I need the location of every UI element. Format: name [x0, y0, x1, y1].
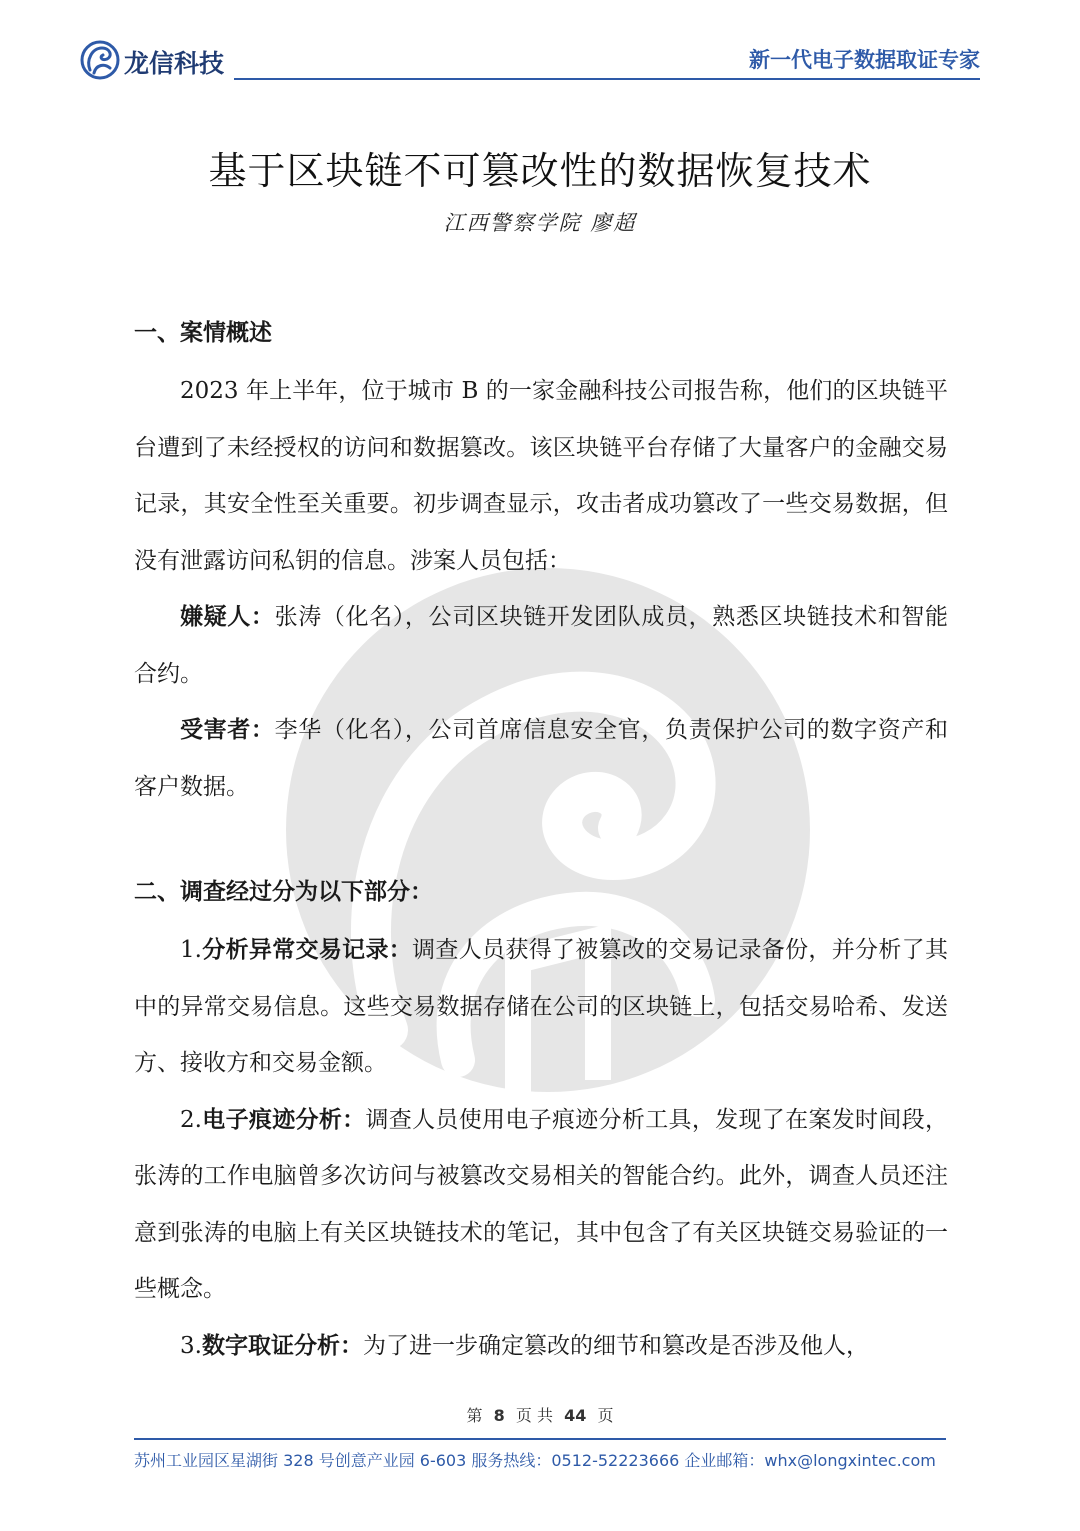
page-header — [80, 38, 980, 82]
header-divider — [234, 78, 980, 80]
paragraph-step-1 — [134, 922, 948, 1092]
page-number — [0, 1403, 1080, 1426]
step-label: 分析异常交易记录： — [201, 937, 413, 963]
paragraph-suspect — [134, 589, 948, 702]
step-number: 1. — [180, 937, 202, 963]
paragraph-text: 张涛（化名），公司区块链开发团队成员，熟悉区块链技术和智能合约。 — [134, 604, 948, 687]
header-slogan: 新一代电子数据取证专家 — [749, 48, 980, 72]
page-suffix: 页 — [597, 1406, 614, 1425]
section-heading-investigation: 二、调查经过分为以下部分： — [134, 879, 433, 905]
paragraph-step-2 — [134, 1092, 948, 1318]
page-current: 8 — [493, 1406, 505, 1425]
page-total: 44 — [564, 1406, 587, 1425]
document-body — [134, 313, 948, 1374]
section-heading-case-overview: 一、案情概述 — [134, 320, 272, 346]
step-label: 电子痕迹分析： — [201, 1106, 366, 1133]
step-number: 2. — [180, 1106, 202, 1133]
step-number: 3. — [180, 1332, 202, 1359]
paragraph-step-3 — [134, 1318, 948, 1375]
paragraph-text: 李华（化名），公司首席信息安全官，负责保护公司的数字资产和客户数据。 — [134, 717, 948, 800]
longxin-logo-icon — [80, 40, 120, 80]
suspect-label: 嫌疑人： — [180, 604, 275, 630]
document-author: 江西警察学院 廖超 — [443, 211, 637, 235]
victim-label: 受害者： — [180, 717, 275, 743]
paragraph-victim — [134, 702, 948, 815]
footer-divider — [134, 1438, 946, 1440]
paragraph-text: 调查人员获得了被篡改的交易记录备份，并分析了其中的异常交易信息。这些交易数据存储在公司的区块链上，包括交易哈希、发送方、接收方和交易金额。 — [134, 937, 949, 1076]
page-prefix: 第 — [466, 1406, 483, 1425]
paragraph-case-summary — [134, 363, 948, 589]
paragraph-text: 调查人员使用电子痕迹分析工具，发现了在案发时间段，张涛的工作电脑曾多次访问与被篡改交易相关的智能合约。此外，调查人员还注意到张涛的电脑上有关区块链技术的笔记，其中包含了有关区块链交易验证的一些概念。 — [134, 1106, 949, 1302]
page-middle: 页 共 — [515, 1406, 553, 1425]
paragraph-text: 2023 年上半年，位于城市 B 的一家金融科技公司报告称，他们的区块链平台遭到了未经授权的访问和数据篡改。该区块链平台存储了大量客户的金融交易记录，其安全性至关重要。初步调查显示，攻击者成功篡改了一些交易数据，但没有泄露访问私钥的信息。涉案人员包括： — [134, 378, 948, 574]
footer-contact: 苏州工业园区星湖街 328 号创意产业园 6-603 服务热线：0512-52223666 企业邮箱：whx@longxintec.com — [134, 1451, 936, 1470]
paragraph-text: 为了进一步确定篡改的细节和篡改是否涉及他人， — [362, 1332, 869, 1359]
document-title: 基于区块链不可篡改性的数据恢复技术 — [208, 149, 872, 193]
brand-name: 龙信科技 — [124, 49, 225, 78]
step-label: 数字取证分析： — [201, 1332, 363, 1359]
